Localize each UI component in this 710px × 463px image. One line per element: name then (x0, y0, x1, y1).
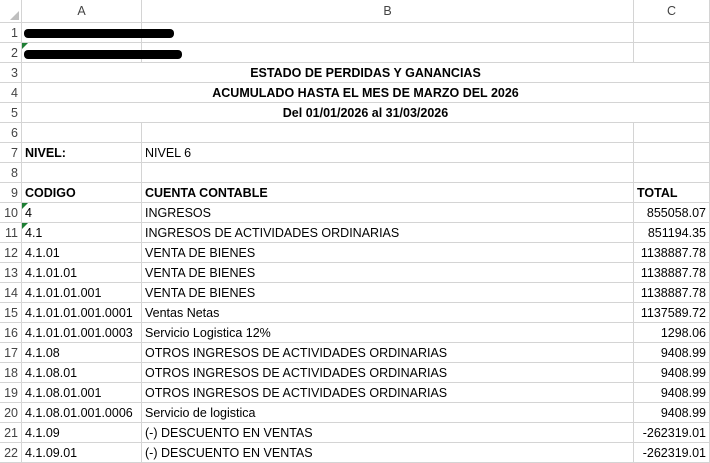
cuenta-cell[interactable]: Servicio Logistica 12% (142, 323, 634, 342)
cuenta-cell[interactable]: (-) DESCUENTO EN VENTAS (142, 443, 634, 462)
nivel-label[interactable]: NIVEL: (22, 143, 142, 162)
codigo-cell[interactable]: 4.1.01.01.001 (22, 283, 142, 302)
cell-b2[interactable] (142, 43, 634, 62)
row-header[interactable]: 18 (0, 363, 22, 382)
sheet-row (0, 103, 710, 123)
row-header[interactable]: 17 (0, 343, 22, 362)
sheet-row (0, 143, 710, 163)
codigo-cell[interactable]: 4.1.08.01 (22, 363, 142, 382)
row-header[interactable]: 9 (0, 183, 22, 202)
report-period[interactable]: Del 01/01/2026 al 31/03/2026 (22, 103, 710, 122)
cell-a1[interactable] (22, 23, 142, 42)
cuenta-cell[interactable]: VENTA DE BIENES (142, 243, 634, 262)
cuenta-cell[interactable]: OTROS INGRESOS DE ACTIVIDADES ORDINARIAS (142, 343, 634, 362)
report-subtitle[interactable]: ACUMULADO HASTA EL MES DE MARZO DEL 2026 (22, 83, 710, 102)
table-row (0, 263, 710, 283)
row-header[interactable]: 5 (0, 103, 22, 122)
row-header[interactable]: 21 (0, 423, 22, 442)
column-header-b[interactable]: B (142, 0, 634, 22)
row-header[interactable]: 19 (0, 383, 22, 402)
row-header[interactable]: 10 (0, 203, 22, 222)
table-row (0, 283, 710, 303)
row-header[interactable]: 12 (0, 243, 22, 262)
table-row (0, 423, 710, 443)
codigo-cell[interactable]: 4 (22, 203, 142, 222)
sheet-row (0, 163, 710, 183)
codigo-cell[interactable]: 4.1.08 (22, 343, 142, 362)
cell-c1[interactable] (634, 23, 710, 42)
cuenta-cell[interactable]: VENTA DE BIENES (142, 263, 634, 282)
total-cell[interactable]: 1138887.78 (634, 263, 710, 282)
row-header[interactable]: 1 (0, 23, 22, 42)
table-row (0, 343, 710, 363)
codigo-cell[interactable]: 4.1.08.01.001.0006 (22, 403, 142, 422)
cell-a6[interactable] (22, 123, 142, 142)
codigo-cell[interactable]: 4.1.09.01 (22, 443, 142, 462)
total-cell[interactable]: -262319.01 (634, 443, 710, 462)
cuenta-cell[interactable]: OTROS INGRESOS DE ACTIVIDADES ORDINARIAS (142, 363, 634, 382)
row-header[interactable]: 11 (0, 223, 22, 242)
table-row (0, 443, 710, 463)
table-row (0, 203, 710, 223)
codigo-cell[interactable]: 4.1.01.01.001.0003 (22, 323, 142, 342)
row-header[interactable]: 16 (0, 323, 22, 342)
cuenta-cell[interactable]: (-) DESCUENTO EN VENTAS (142, 423, 634, 442)
codigo-cell[interactable]: 4.1.08.01.001 (22, 383, 142, 402)
cell-c2[interactable] (634, 43, 710, 62)
row-header[interactable]: 2 (0, 43, 22, 62)
table-row (0, 303, 710, 323)
cell-c8[interactable] (634, 163, 710, 182)
total-cell[interactable]: 1138887.78 (634, 243, 710, 262)
total-cell[interactable]: 9408.99 (634, 363, 710, 382)
header-codigo[interactable]: CODIGO (22, 183, 142, 202)
total-cell[interactable]: 855058.07 (634, 203, 710, 222)
cell-b8[interactable] (142, 163, 634, 182)
total-cell[interactable]: 1138887.78 (634, 283, 710, 302)
row-header[interactable]: 15 (0, 303, 22, 322)
total-cell[interactable]: 9408.99 (634, 383, 710, 402)
total-cell[interactable]: 1298.06 (634, 323, 710, 342)
cell-b1[interactable] (142, 23, 634, 42)
select-all-button[interactable] (0, 0, 22, 22)
total-cell[interactable]: 851194.35 (634, 223, 710, 242)
total-cell[interactable]: 1137589.72 (634, 303, 710, 322)
codigo-cell[interactable]: 4.1.01 (22, 243, 142, 262)
cell-c7[interactable] (634, 143, 710, 162)
row-header[interactable]: 22 (0, 443, 22, 462)
cuenta-cell[interactable]: INGRESOS DE ACTIVIDADES ORDINARIAS (142, 223, 634, 242)
row-header[interactable]: 13 (0, 263, 22, 282)
table-row (0, 223, 710, 243)
column-header-a[interactable]: A (22, 0, 142, 22)
row-header[interactable]: 8 (0, 163, 22, 182)
report-title[interactable]: ESTADO DE PERDIDAS Y GANANCIAS (22, 63, 710, 82)
codigo-cell[interactable]: 4.1.09 (22, 423, 142, 442)
row-header[interactable]: 7 (0, 143, 22, 162)
cell-a2[interactable] (22, 43, 142, 62)
sheet-row (0, 123, 710, 143)
table-row (0, 383, 710, 403)
sheet-row (0, 183, 710, 203)
cell-c6[interactable] (634, 123, 710, 142)
cell-a8[interactable] (22, 163, 142, 182)
column-header-c[interactable]: C (634, 0, 710, 22)
row-header[interactable]: 14 (0, 283, 22, 302)
cuenta-cell[interactable]: Ventas Netas (142, 303, 634, 322)
cuenta-cell[interactable]: Servicio de logistica (142, 403, 634, 422)
header-cuenta[interactable]: CUENTA CONTABLE (142, 183, 634, 202)
row-header[interactable]: 3 (0, 63, 22, 82)
cuenta-cell[interactable]: OTROS INGRESOS DE ACTIVIDADES ORDINARIAS (142, 383, 634, 402)
total-cell[interactable]: 9408.99 (634, 403, 710, 422)
cell-b6[interactable] (142, 123, 634, 142)
codigo-cell[interactable]: 4.1.01.01 (22, 263, 142, 282)
sheet-row (0, 63, 710, 83)
sheet-row (0, 23, 710, 43)
row-header[interactable]: 4 (0, 83, 22, 102)
sheet-row (0, 83, 710, 103)
cuenta-cell[interactable]: VENTA DE BIENES (142, 283, 634, 302)
cuenta-cell[interactable]: INGRESOS (142, 203, 634, 222)
total-cell[interactable]: -262319.01 (634, 423, 710, 442)
row-header[interactable]: 20 (0, 403, 22, 422)
table-row (0, 323, 710, 343)
table-row (0, 243, 710, 263)
column-header-row (0, 0, 710, 23)
total-cell[interactable]: 9408.99 (634, 343, 710, 362)
codigo-cell[interactable]: 4.1 (22, 223, 142, 242)
table-row (0, 363, 710, 383)
nivel-value[interactable]: NIVEL 6 (142, 143, 634, 162)
header-total[interactable]: TOTAL (634, 183, 710, 202)
table-row (0, 403, 710, 423)
sheet-row (0, 43, 710, 63)
row-header[interactable]: 6 (0, 123, 22, 142)
codigo-cell[interactable]: 4.1.01.01.001.0001 (22, 303, 142, 322)
